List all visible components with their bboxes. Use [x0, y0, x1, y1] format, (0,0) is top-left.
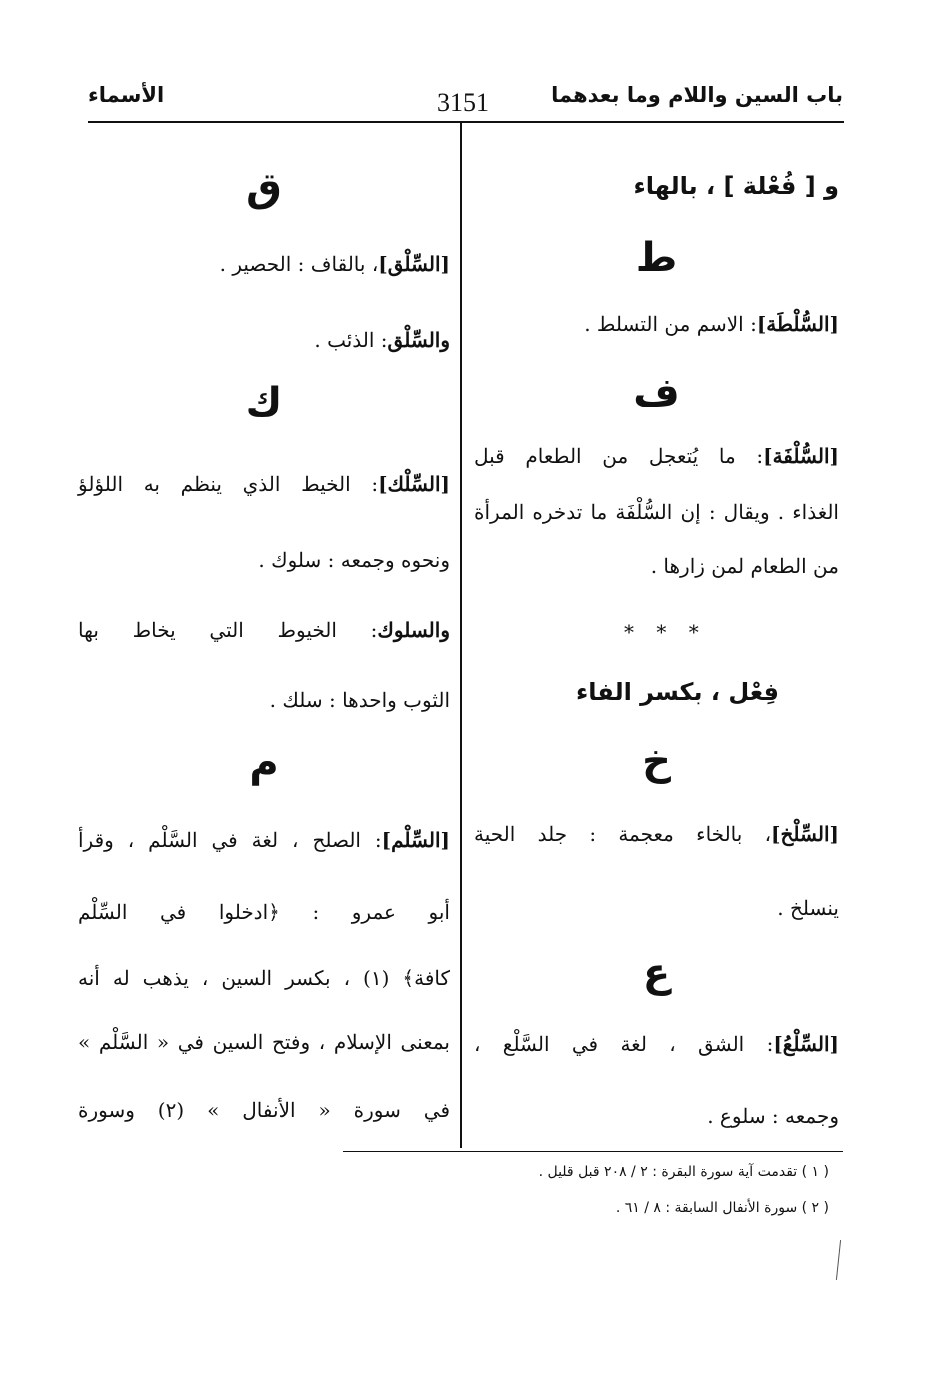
footnote-1: ( ١ ) تقدمت آية سورة البقرة : ٢ / ٢٠٨ قبل قليل . [538, 1164, 829, 1180]
entry-sulta [584, 312, 839, 336]
stray-pen-mark [836, 1240, 841, 1280]
definition-text: الغذاء . ويقال : إن السُّلْفَة ما تدخره المرأة [474, 500, 839, 524]
column-divider [460, 123, 462, 1148]
footnote-2: ( ٢ ) سورة الأنفال السابقة : ٨ / ٦١ . [615, 1200, 829, 1216]
definition-text: بمعنى الإسلام ، وفتح السين في « السَّلْم » [78, 1030, 450, 1054]
section-separator: * * * [624, 620, 707, 644]
definition-text: الثوب واحدها : سلك . [269, 688, 450, 712]
definition-text: : الشق ، لغة في السَّلْع ، [474, 1032, 774, 1056]
letter-heading-fa: ف [633, 370, 680, 416]
headword: والسلوك [377, 618, 450, 642]
definition-text: ، بالقاف : الحصير . [219, 252, 379, 276]
definition-text: : الاسم من التسلط . [584, 312, 757, 336]
letter-heading-kaf: ك [245, 380, 283, 426]
entry-silm [78, 828, 450, 852]
headword: والسِّلْق [387, 328, 450, 352]
letter-heading-ta: ط [635, 235, 678, 281]
definition-text: في سورة « الأنفال » (٢) وسورة [78, 1098, 451, 1122]
headword: [السِّلْخ] [771, 822, 839, 846]
letter-heading-mim: م [249, 740, 279, 786]
definition-text: وجمعه : سلوع . [707, 1104, 839, 1128]
footnote-rule [343, 1151, 843, 1152]
definition-text: ينسلخ . [777, 896, 839, 920]
headword: [السِّلْق] [378, 252, 450, 276]
definition-text: من الطعام لمن زارها . [650, 554, 839, 578]
entry-suluk [78, 618, 450, 642]
headword: [السُّلْطَة] [756, 312, 839, 336]
definition-text: : الخيط الذي ينظم به اللؤلؤ [78, 472, 379, 496]
definition-text: : ما يُتعجل من الطعام قبل [474, 444, 764, 468]
running-header-chapter: باب السين واللام وما بعدهما [551, 83, 843, 107]
letter-heading-ain: ع [642, 950, 671, 996]
pattern-heading: و [ فُعْلة ] ، بالهاء [633, 172, 839, 200]
definition-text: ، بالخاء معجمة : جلد الحية [474, 822, 772, 846]
headword: [السِّلْعُ] [773, 1032, 839, 1056]
section-heading: فِعْل ، بكسر الفاء [576, 678, 779, 706]
letter-heading-qaf: ق [246, 165, 282, 211]
entry-sil [474, 1032, 839, 1056]
definition-text: : الذئب . [314, 328, 388, 352]
running-header-section: الأسماء [88, 83, 165, 107]
letter-heading-kha: خ [642, 738, 671, 784]
headword: [السُّلْفَة] [763, 444, 839, 468]
entry-silq [220, 252, 450, 276]
definition-text: أبو عمرو : ﴿ادخلوا في السِّلْم [78, 900, 450, 924]
definition-text: : الصلح ، لغة في السَّلْم ، وقرأ [78, 828, 382, 852]
header-rule [88, 121, 844, 123]
headword: [السِّلْك] [378, 472, 450, 496]
entry-silk [78, 472, 450, 496]
entry-silq-wolf [314, 328, 450, 352]
entry-silkh [474, 822, 839, 846]
definition-text: : الخيوط التي يخاط بها [78, 618, 378, 642]
headword: [السِّلْم] [381, 828, 450, 852]
entry-sulfa [474, 444, 839, 468]
definition-text: ونحوه وجمعه : سلوك . [258, 548, 450, 572]
definition-text: كافة﴾ (١) ، بكسر السين ، يذهب له أنه [78, 966, 450, 990]
page-number: 3151 [437, 88, 489, 117]
